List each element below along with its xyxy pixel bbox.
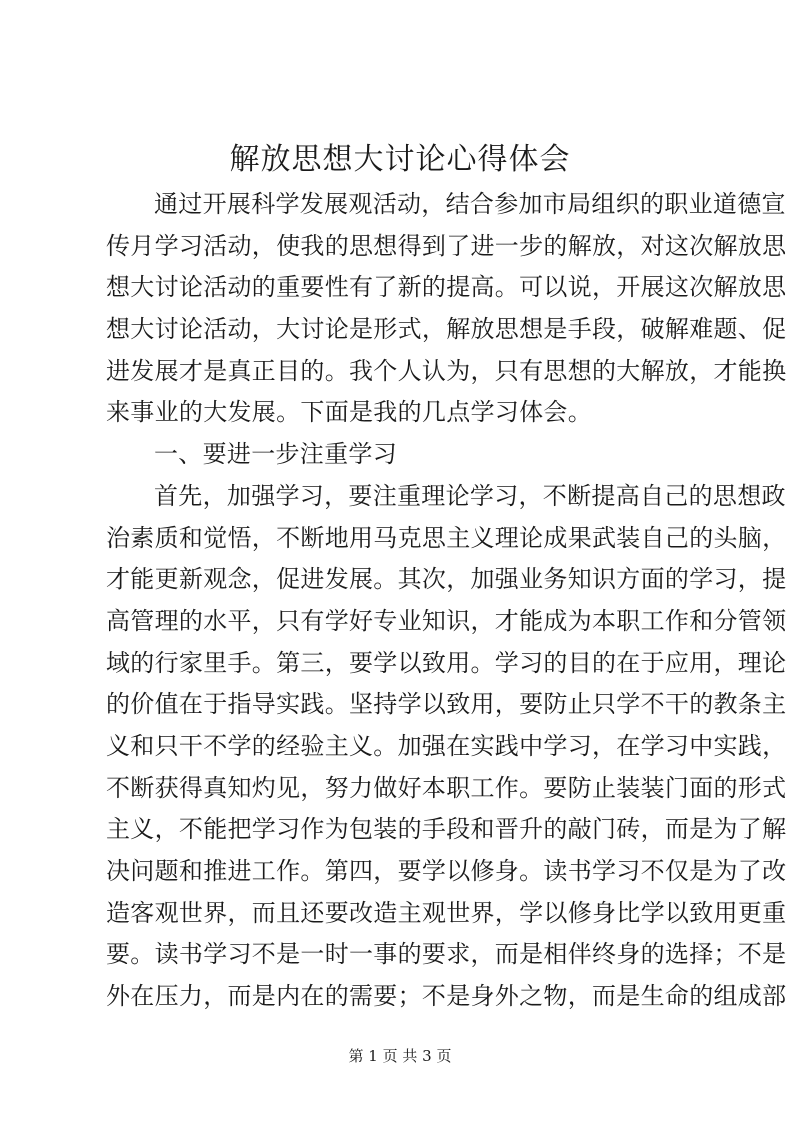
paragraph-line: 外在压力，而是内在的需要；不是身外之物，而是生命的组成部 [106, 982, 787, 1011]
paragraph-line: 通过开展科学发展观活动，结合参加市局组织的职业道德宣 [154, 190, 786, 218]
paragraph-line: 想大讨论活动的重要性有了新的提高。可以说，开展这次解放思 [106, 273, 787, 302]
paragraph-line: 要。读书学习不是一时一事的要求，而是相伴终身的选择；不是 [106, 940, 787, 969]
document-body [106, 184, 787, 1018]
paragraph-line: 首先，加强学习，要注重理论学习，不断提高自己的思想政 [154, 481, 786, 510]
paragraph-line: 域的行家里手。第三，要学以致用。学习的目的在于应用，理论 [106, 648, 787, 677]
paragraph-line: 不断获得真知灼见，努力做好本职工作。要防止装装门面的形式 [106, 773, 787, 802]
page-footer: 第 1 页 共 3 页 [348, 1047, 452, 1065]
document-title: 解放思想大讨论心得体会 [229, 142, 571, 177]
section-heading: 一、要进一步注重学习 [154, 440, 397, 469]
paragraph-line: 想大讨论活动，大讨论是形式，解放思想是手段，破解难题、促 [106, 315, 787, 344]
paragraph-line: 来事业的大发展。下面是我的几点学习体会。 [106, 398, 592, 427]
paragraph-line: 的价值在于指导实践。坚持学以致用，要防止只学不干的教条主 [106, 690, 787, 719]
paragraph-line: 义和只干不学的经验主义。加强在实践中学习，在学习中实践， [106, 731, 787, 760]
paragraph-line: 决问题和推进工作。第四，要学以修身。读书学习不仅是为了改 [106, 857, 787, 885]
paragraph-line: 传月学习活动，使我的思想得到了进一步的解放，对这次解放思 [106, 231, 787, 260]
paragraph-line: 进发展才是真正目的。我个人认为，只有思想的大解放，才能换 [106, 356, 787, 385]
paragraph-line: 才能更新观念，促进发展。其次，加强业务知识方面的学习，提 [106, 565, 787, 594]
paragraph-line: 主义，不能把学习作为包装的手段和晋升的敲门砖，而是为了解 [106, 815, 787, 844]
paragraph-line: 治素质和觉悟，不断地用马克思主义理论成果武装自己的头脑， [106, 523, 787, 552]
paragraph-line: 造客观世界，而且还要改造主观世界，学以修身比学以致用更重 [106, 898, 787, 927]
paragraph-line: 高管理的水平，只有学好专业知识，才能成为本职工作和分管领 [106, 606, 787, 635]
